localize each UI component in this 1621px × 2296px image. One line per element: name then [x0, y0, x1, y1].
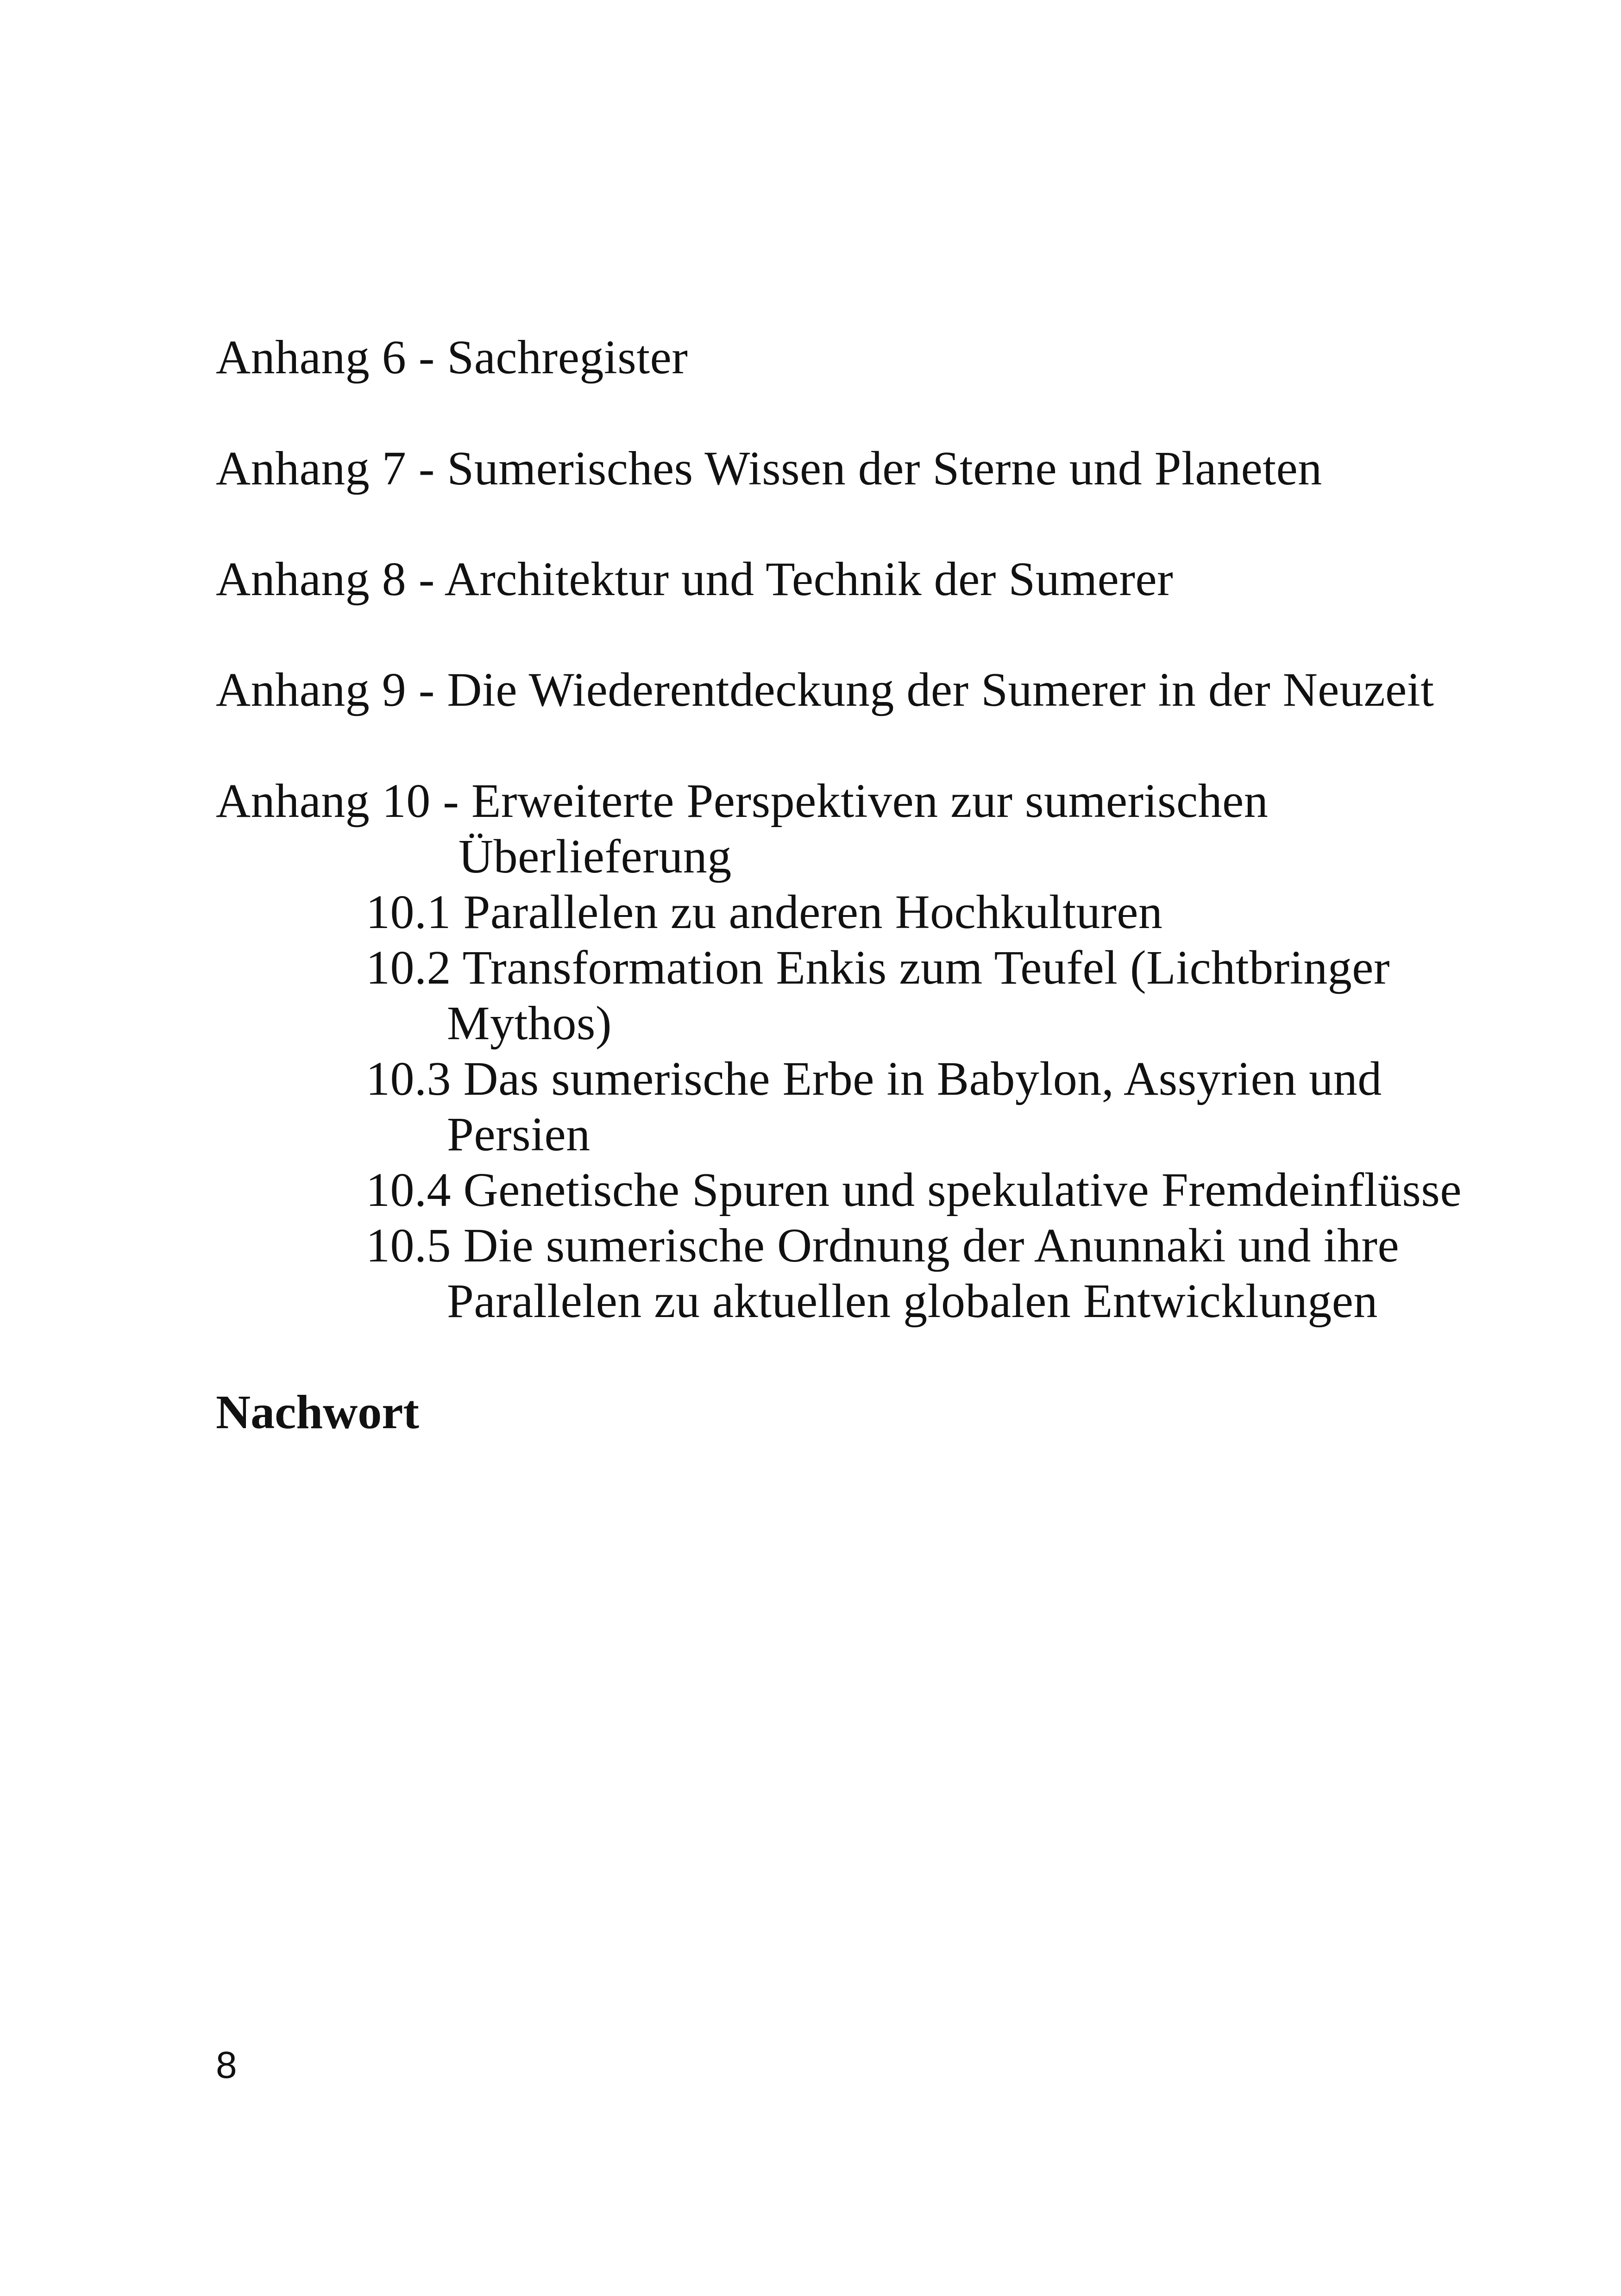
toc-subentry-10-5: 10.5 Die sumerische Ordnung der Anunnaki und ihre — [366, 1219, 1400, 1272]
toc-entry-anhang-9: Anhang 9 - Die Wiederentdeckung der Sumerer in der Neuzeit — [216, 663, 1434, 716]
toc-subentry-10-4: 10.4 Genetische Spuren und spekulative Fremdeinflüsse — [366, 1163, 1462, 1217]
toc-subentry-10-2: 10.2 Transformation Enkis zum Teufel (Lichtbringer — [366, 941, 1390, 994]
toc-subentry-10-3-continuation: Persien — [447, 1108, 591, 1161]
toc-subentry-10-1: 10.1 Parallelen zu anderen Hochkulturen — [366, 885, 1163, 939]
page-number: 8 — [216, 2044, 237, 2086]
toc-entry-nachwort: Nachwort — [216, 1386, 420, 1439]
toc-entry-anhang-10: Anhang 10 - Erweiterte Perspektiven zur sumerischen — [216, 774, 1269, 828]
toc-entry-anhang-7: Anhang 7 - Sumerisches Wissen der Sterne und Planeten — [216, 442, 1322, 495]
toc-subentry-10-5-continuation: Parallelen zu aktuellen globalen Entwicklungen — [447, 1274, 1378, 1328]
toc-entry-anhang-8: Anhang 8 - Architektur und Technik der Sumerer — [216, 552, 1174, 606]
toc-entry-anhang-6: Anhang 6 - Sachregister — [216, 331, 688, 384]
toc-entry-anhang-10-continuation: Überlieferung — [459, 830, 732, 883]
toc-subentry-10-2-continuation: Mythos) — [447, 997, 612, 1050]
toc-subentry-10-3: 10.3 Das sumerische Erbe in Babylon, Assyrien und — [366, 1052, 1382, 1105]
